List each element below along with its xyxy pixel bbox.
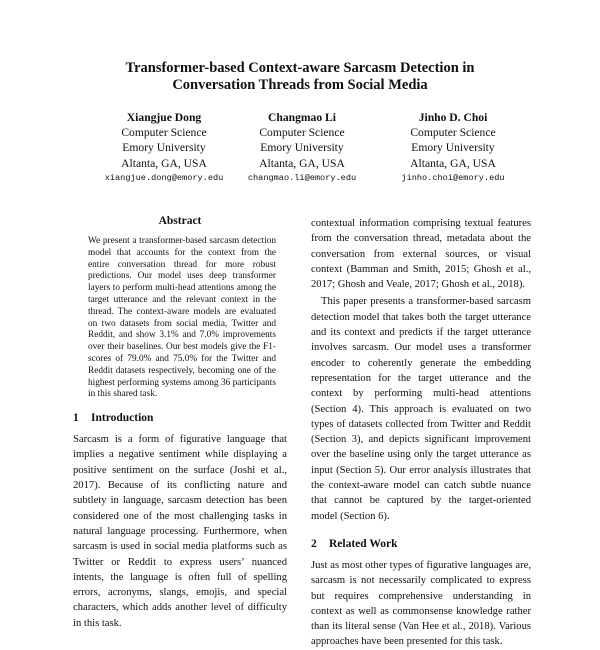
section-heading-introduction xyxy=(73,411,287,425)
author-name: Jinho D. Choi xyxy=(418,111,488,124)
introduction-text: Sarcasm is a form of figurative language that implies a negative sentiment while displaying a positive sentiment on the surface (Joshi et al., 2017). Because of its conflicting nature and subtlety in language, sarcasm detection has been considered one of the most challenging tasks in natural language processing. Furthermore, when sarcasm is used in social media platforms such as Twitter or Reddit to express users’ nuanced intents, the language is often full of spelling errors, acronyms, slangs, emojis, and special characters, which adds another level of difficulty in this task. xyxy=(73,434,287,629)
author-univ: Emory University xyxy=(411,141,495,155)
author-email: changmao.li@emory.edu xyxy=(247,172,357,183)
author-location: Altanta, GA, USA xyxy=(259,156,345,170)
author-dept: Computer Science xyxy=(259,126,345,140)
section-number: 2 xyxy=(311,537,317,550)
paper-title xyxy=(60,60,540,94)
right-column xyxy=(311,216,531,650)
author-location: Altanta, GA, USA xyxy=(121,156,207,170)
intro-continuation-text: contextual information comprising textual features from the conversation thread, metadata about the conversation from external sources, or visual context (Bamman and Smith, 2015; Ghosh et al., 2017; Ghosh and Veale, 2017; Ghosh et al., 2018). xyxy=(311,218,531,291)
intro-paragraph-2: This paper presents a transformer-based sarcasm detection model that takes both the target utterance and its context and predicts if the target utterance involves sarcasm. Our model uses a transformer encoder to coherently generate the embedding representation for the target utterance and the context by performing multi-head attentions (Section 4). This approach is evaluated on two types of datasets collected from Twitter and Reddit (Section 3), and depicts significant improvement over the baseline using only the target utterance as input (Section 5). Our error analysis illustrates that the context-aware model can catch subtle nuance that cannot be captured by the target-oriented model (Section 6). xyxy=(311,296,531,522)
author-univ: Emory University xyxy=(122,141,206,155)
author-block-3 xyxy=(368,110,538,186)
section-number: 1 xyxy=(73,412,79,425)
author-dept: Computer Science xyxy=(121,126,207,140)
abstract-text: We present a transformer-based sarcasm detection model that accounts for the context from the entire conversation thread for more robust predictions. Our model uses deep transformer layers to perform multi-head attentions among the target utterance and the relevant context in the thread. The context-aware models are evaluated on two datasets from social media, Twitter and Reddit, and show 3.1% and 7.0% improvements over their baselines. Our best models give the F1-scores of 79.0% and 75.0% for the Twitter and Reddit datasets respectively, becoming one of the highest performing systems among 36 participants in this shared task. xyxy=(88,236,276,400)
left-column xyxy=(73,214,287,631)
title-line-2: Conversation Threads from Social Media xyxy=(172,77,428,93)
title-line-1: Transformer-based Context-aware Sarcasm Detection in xyxy=(125,60,475,76)
author-email: jinho.choi@emory.edu xyxy=(401,172,505,183)
author-name: Changmao Li xyxy=(268,111,336,124)
author-name: Xiangjue Dong xyxy=(126,111,202,124)
author-email: xiangjue.dong@emory.edu xyxy=(104,172,224,183)
section-heading-related-work xyxy=(311,537,531,551)
author-block-2 xyxy=(217,110,387,186)
author-location: Altanta, GA, USA xyxy=(410,156,496,170)
related-work-text: Just as most other types of figurative languages are, sarcasm is not necessarily complicated to express but requires comprehensive understanding in context as well as commonsense knowledge rather than its literal sense (Van Hee et al., 2018). Various approaches have been presented for this task. xyxy=(311,559,531,648)
section-title: Introduction xyxy=(91,412,154,425)
author-univ: Emory University xyxy=(260,141,344,155)
author-dept: Computer Science xyxy=(410,126,496,140)
section-title: Related Work xyxy=(329,537,398,550)
abstract-heading: Abstract xyxy=(158,215,202,227)
